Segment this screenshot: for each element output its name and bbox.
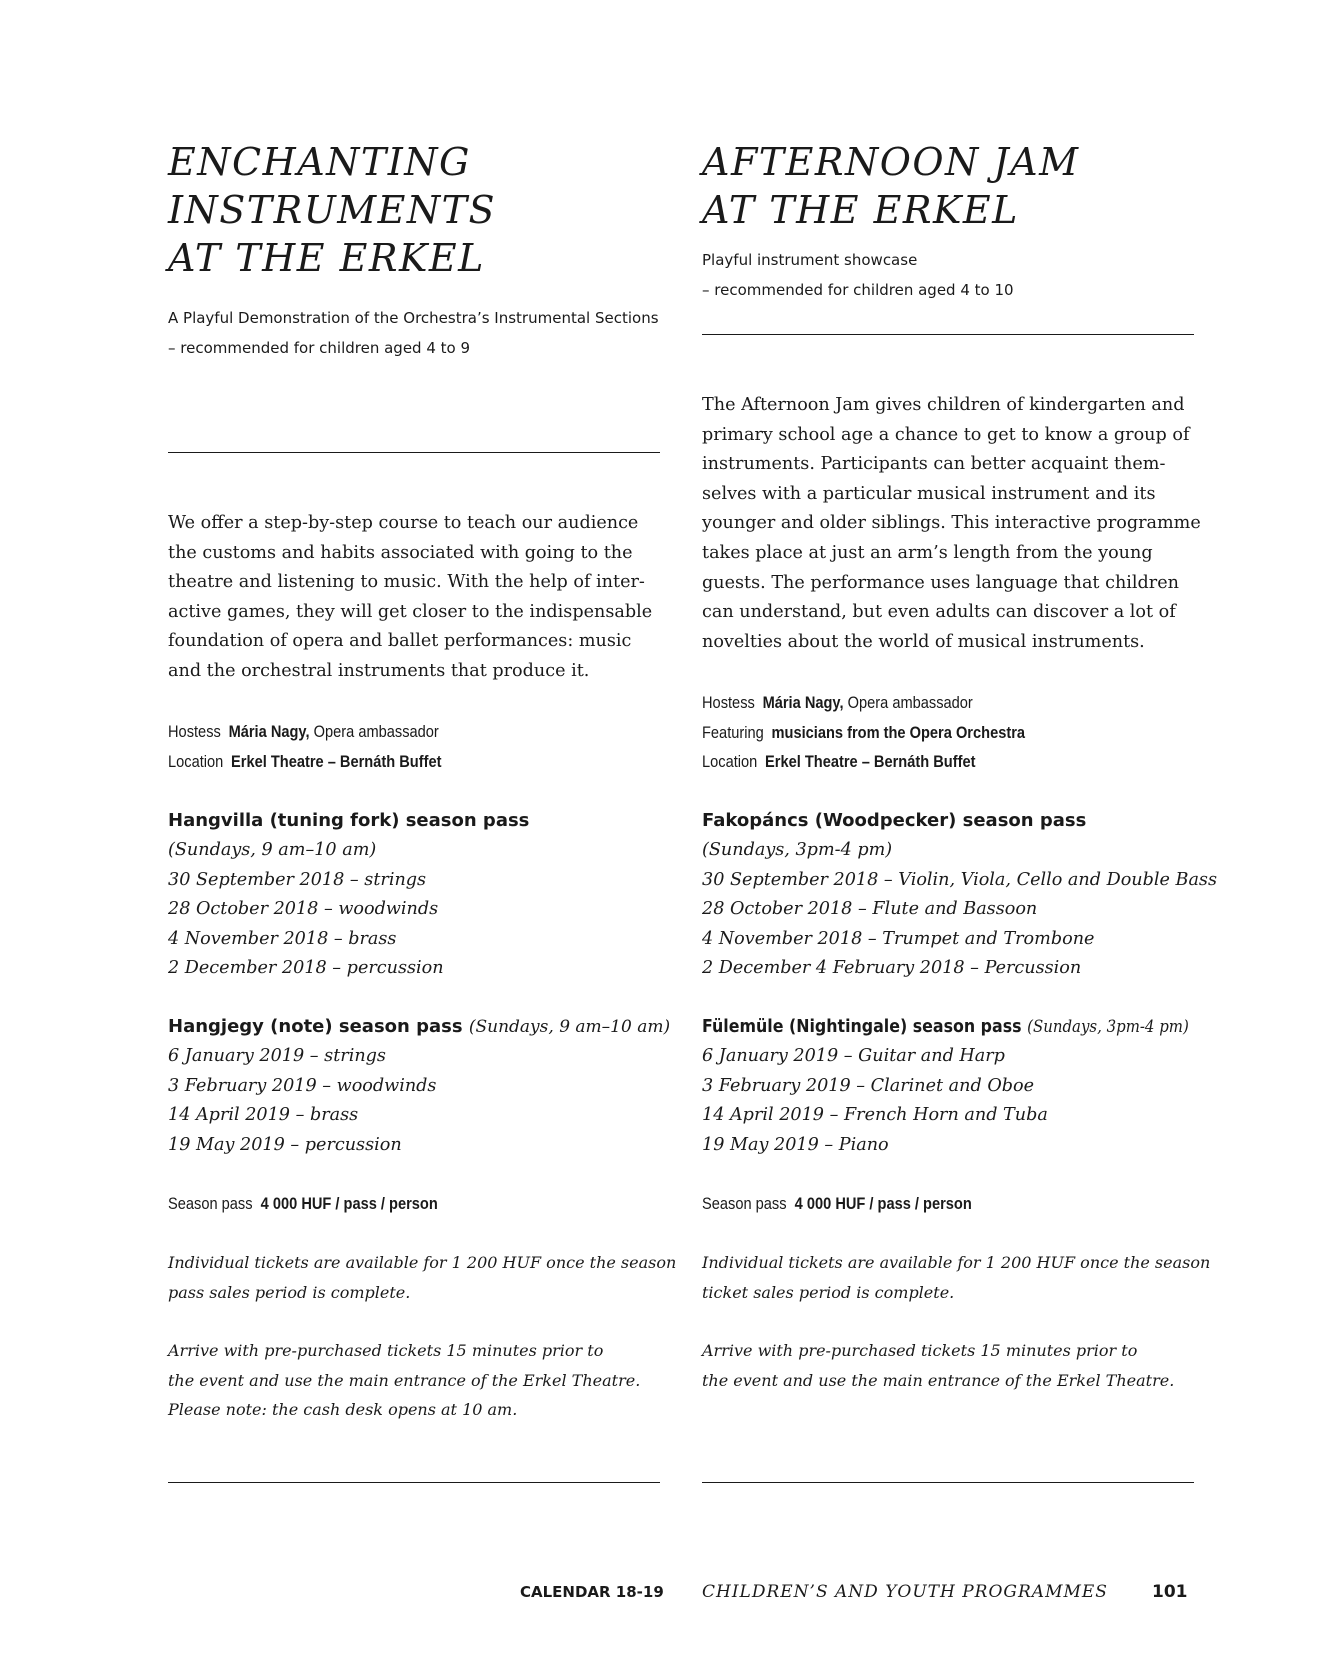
date-item: 28 October 2018 – woodwinds <box>168 899 439 920</box>
date-item: 14 April 2019 – French Horn and Tuba <box>702 1105 1048 1126</box>
left-subtitle-line: – recommended for children aged 4 to 9 <box>168 339 471 357</box>
right-pass2-title: Fülemüle (Nightingale) season pass <box>702 1016 1022 1037</box>
right-divider-bottom <box>702 1482 1194 1483</box>
left-notes-tickets <box>168 1248 688 1307</box>
credit-label: Featuring <box>702 723 764 742</box>
right-notes-arrival <box>702 1336 1222 1395</box>
note-line: the event and use the main entrance of the Erkel Theatre. <box>702 1370 1175 1390</box>
right-notes-tickets <box>702 1248 1222 1307</box>
right-description-line: novelties about the world of musical instruments. <box>702 631 1145 652</box>
note-line: ticket sales period is complete. <box>702 1282 955 1302</box>
right-subtitle-line: – recommended for children aged 4 to 10 <box>702 281 1014 299</box>
right-description-line: The Afternoon Jam gives children of kindergarten and <box>702 395 1185 415</box>
left-subtitle <box>168 303 668 363</box>
price-label: Season pass <box>168 1194 253 1213</box>
right-credit-featuring <box>702 718 1025 748</box>
left-pass2-heading <box>168 1012 670 1042</box>
right-description-line: primary school age a chance to get to know a group of <box>702 424 1190 445</box>
note-line: the event and use the main entrance of the Erkel Theatre. <box>168 1370 641 1390</box>
left-title-line: AT THE ERKEL <box>168 236 485 280</box>
footer-calendar: CALENDAR 18-19 <box>520 1583 664 1601</box>
credit-name: Mária Nagy, <box>762 693 844 712</box>
date-item: (Sundays, 9 am–10 am) <box>168 840 377 860</box>
left-description-line: and the orchestral instruments that produce it. <box>168 660 590 681</box>
credit-name: Mária Nagy, <box>228 722 310 741</box>
left-credit-hostess <box>168 717 439 747</box>
date-item: 28 October 2018 – Flute and Bassoon <box>702 899 1038 920</box>
left-pass2-note: (Sundays, 9 am–10 am) <box>468 1017 671 1037</box>
credit-label: Hostess <box>168 722 221 741</box>
date-item: 19 May 2019 – Piano <box>702 1134 889 1155</box>
right-title <box>702 138 1079 234</box>
note-line: Individual tickets are available for 1 200 HUF once the season <box>168 1253 677 1272</box>
left-price <box>168 1189 438 1219</box>
left-credit-location <box>168 747 441 777</box>
credit-role: Opera ambassador <box>847 693 973 712</box>
right-subtitle <box>702 245 1202 305</box>
left-description-line: theatre and listening to music. With the help of inter- <box>168 572 645 593</box>
credit-label: Location <box>168 752 224 771</box>
credit-name: musicians from the Opera Orchestra <box>771 723 1026 742</box>
price-value: 4 000 HUF / pass / person <box>260 1194 438 1213</box>
right-divider-top <box>702 334 1194 335</box>
left-title <box>168 138 496 282</box>
right-pass2-dates <box>702 1042 1048 1160</box>
right-description-line: younger and older siblings. This interactive programme <box>702 513 1201 534</box>
footer-section-title: CHILDREN’S AND YOUTH PROGRAMMES <box>702 1582 1108 1602</box>
right-description-line: selves with a particular musical instrument and its <box>702 483 1156 504</box>
left-notes-arrival <box>168 1336 688 1425</box>
date-item: 6 January 2019 – Guitar and Harp <box>702 1046 1005 1066</box>
right-pass2-heading <box>702 1012 1255 1042</box>
left-description-line: active games, they will get closer to the indispensable <box>168 601 653 622</box>
note-line: Arrive with pre-purchased tickets 15 minutes prior to <box>168 1341 604 1360</box>
note-line: Arrive with pre-purchased tickets 15 minutes prior to <box>702 1341 1138 1360</box>
note-line: Individual tickets are available for 1 200 HUF once the season <box>702 1253 1211 1272</box>
left-pass2-dates <box>168 1042 436 1160</box>
date-item: 2 December 2018 – percussion <box>168 958 444 979</box>
right-subtitle-line: Playful instrument showcase <box>702 251 918 269</box>
credit-label: Location <box>702 752 758 771</box>
date-item: 3 February 2019 – woodwinds <box>168 1075 437 1096</box>
date-item: 30 September 2018 – Violin, Viola, Cello and Double Bass <box>702 869 1217 890</box>
note-line: pass sales period is complete. <box>168 1282 411 1302</box>
left-pass2-title: Hangjegy (note) season pass <box>168 1016 463 1037</box>
right-title-line: AT THE ERKEL <box>702 188 1019 232</box>
left-description-line: foundation of opera and ballet performances: music <box>168 631 632 652</box>
left-divider-bottom <box>168 1482 660 1483</box>
left-pass1-title: Hangvilla (tuning fork) season pass <box>168 810 530 831</box>
date-item: 30 September 2018 – strings <box>168 869 427 890</box>
credit-name: Erkel Theatre – Bernáth Buffet <box>765 752 976 771</box>
left-description-line: the customs and habits associated with going to the <box>168 542 633 563</box>
date-item: 4 November 2018 – brass <box>168 928 397 949</box>
date-item: 6 January 2019 – strings <box>168 1046 386 1066</box>
credit-name: Erkel Theatre – Bernáth Buffet <box>231 752 442 771</box>
date-item: 2 December 4 February 2018 – Percussion <box>702 958 1082 979</box>
left-title-line: ENCHANTING <box>168 140 471 184</box>
date-item: 19 May 2019 – percussion <box>168 1134 402 1155</box>
right-price <box>702 1189 972 1219</box>
right-pass1-title: Fakopáncs (Woodpecker) season pass <box>702 810 1087 831</box>
right-description-line: guests. The performance uses language that children <box>702 572 1179 593</box>
right-pass2-heading-condensed <box>702 1012 1189 1042</box>
date-item: 3 February 2019 – Clarinet and Oboe <box>702 1075 1035 1096</box>
right-credit-hostess <box>702 688 973 718</box>
page-number: 101 <box>1152 1582 1188 1602</box>
right-pass1-dates <box>702 836 1217 984</box>
left-title-line: INSTRUMENTS <box>168 188 497 232</box>
date-item: 14 April 2019 – brass <box>168 1105 359 1126</box>
note-line: Please note: the cash desk opens at 10 am. <box>168 1400 518 1420</box>
left-description <box>168 509 668 687</box>
date-item: (Sundays, 3pm-4 pm) <box>702 840 893 860</box>
right-description-line: takes place at just an arm’s length from the young <box>702 542 1153 563</box>
price-value: 4 000 HUF / pass / person <box>794 1194 972 1213</box>
left-divider-top <box>168 452 660 453</box>
left-pass1-dates <box>168 836 444 984</box>
right-credit-location <box>702 747 975 777</box>
price-label: Season pass <box>702 1194 787 1213</box>
credit-role: Opera ambassador <box>313 722 439 741</box>
right-title-line: AFTERNOON JAM <box>702 140 1080 184</box>
date-item: 4 November 2018 – Trumpet and Trombone <box>702 928 1095 949</box>
right-description-line: can understand, but even adults can discover a lot of <box>702 602 1176 623</box>
right-pass2-note: (Sundays, 3pm-4 pm) <box>1027 1017 1189 1037</box>
credit-label: Hostess <box>702 693 755 712</box>
left-description-line: We offer a step-by-step course to teach our audience <box>168 513 639 533</box>
right-description <box>702 391 1202 657</box>
right-description-line: instruments. Participants can better acquaint them- <box>702 454 1166 475</box>
left-subtitle-line: A Playful Demonstration of the Orchestra’s Instrumental Sections <box>168 309 659 327</box>
